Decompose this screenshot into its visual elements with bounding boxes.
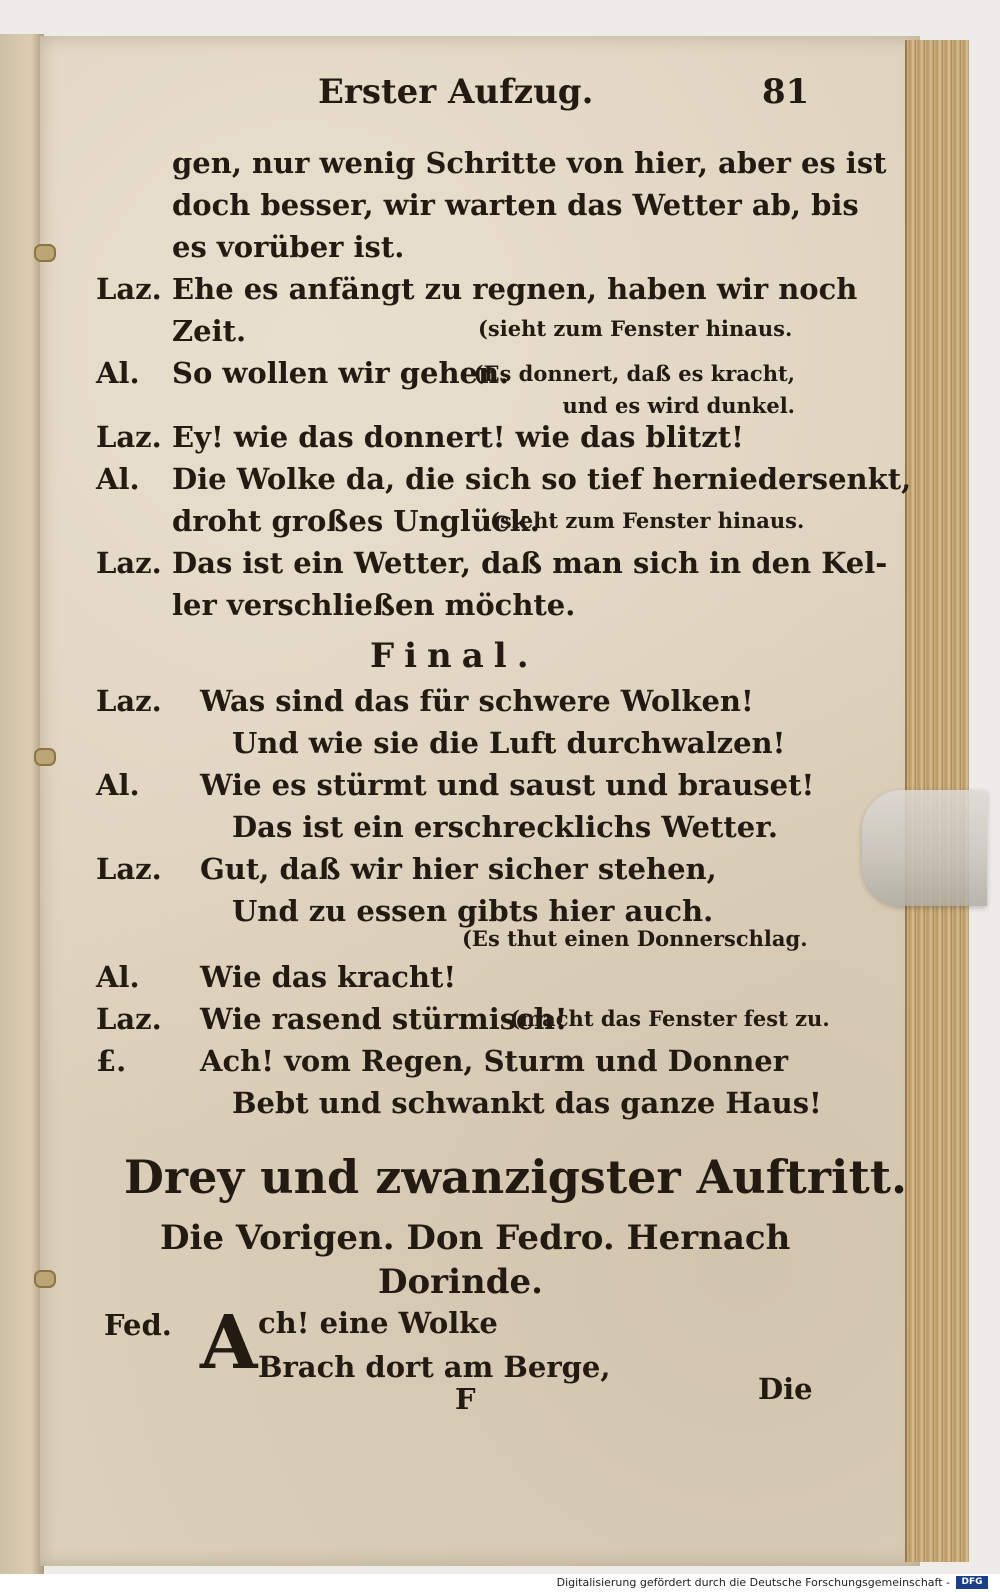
verse-line: Gut, daß wir hier sicher stehen, — [200, 852, 717, 886]
text-line: doch besser, wir warten das Wetter ab, bis — [172, 188, 859, 222]
text-line: So wollen wir gehen. — [172, 356, 510, 390]
speaker-label: Laz. — [96, 420, 162, 454]
speaker-label: Al. — [96, 356, 140, 390]
speaker-label: Fed. — [104, 1308, 172, 1342]
page-clip — [862, 790, 987, 906]
verse-line: Das ist ein erschrecklichs Wetter. — [232, 810, 778, 844]
text-line: droht großes Unglück. — [172, 504, 540, 538]
previous-page-edge — [0, 34, 44, 1574]
speaker-label: Al. — [96, 768, 140, 802]
verse-line: Wie es stürmt und saust und brauset! — [200, 768, 815, 802]
speaker-label: Laz. — [96, 272, 162, 306]
verse-line: Was sind das für schwere Wolken! — [200, 684, 754, 718]
footer-credit: Digitalisierung gefördert durch die Deutsche Forschungsgemeinschaft - — [556, 1576, 950, 1589]
text-line: Die Wolke da, die sich so tief herniedersenkt, — [172, 462, 912, 496]
stage-direction: (Es donnert, daß es kracht, und es wird dunkel. — [473, 361, 795, 418]
speaker-label: Laz. — [96, 684, 162, 718]
text-line: ler verschließen möchte. — [172, 588, 576, 622]
text-line: gen, nur wenig Schritte von hier, aber es ist — [172, 146, 887, 180]
dfg-logo: DFG — [956, 1576, 988, 1589]
binding-stitch — [34, 244, 56, 262]
speaker-label: £. — [96, 1044, 127, 1078]
verse-line: Wie rasend stürmisch! — [200, 1002, 568, 1036]
drop-cap: A — [200, 1300, 258, 1386]
text-line: Ey! wie das donnert! wie das blitzt! — [172, 420, 744, 454]
verse-line: Ach! vom Regen, Sturm und Donner — [200, 1044, 789, 1078]
cast-line: Dorinde. — [378, 1262, 543, 1302]
speaker-label: Laz. — [96, 852, 162, 886]
section-heading-final: Final. — [370, 636, 539, 676]
catchword: Die — [758, 1372, 813, 1406]
text-line: Zeit. — [172, 314, 247, 348]
stage-direction: (Es thut einen Donnerschlag. — [462, 926, 808, 951]
text-line: Ehe es anfängt zu regnen, haben wir noch — [172, 272, 858, 306]
verse-line: ch! eine Wolke — [258, 1306, 498, 1340]
cast-line: Die Vorigen. Don Fedro. Hernach — [160, 1218, 791, 1258]
verse-line: Und wie sie die Luft durchwalzen! — [232, 726, 786, 760]
verse-line: Wie das kracht! — [200, 960, 457, 994]
speaker-label: Al. — [96, 960, 140, 994]
running-title: Erster Aufzug. — [318, 72, 594, 112]
text-line: Das ist ein Wetter, daß man sich in den Kel- — [172, 546, 888, 580]
page-number: 81 — [762, 72, 810, 112]
verse-line: Brach dort am Berge, — [258, 1350, 611, 1384]
verse-line: Und zu essen gibts hier auch. — [232, 894, 714, 928]
signature-mark: F — [455, 1382, 476, 1416]
binding-stitch — [34, 748, 56, 766]
scene-title: Drey und zwanzigster Auftritt. — [124, 1150, 907, 1204]
binding-stitch — [34, 1270, 56, 1288]
speaker-label: Al. — [96, 462, 140, 496]
stage-direction: (sieht zum Fenster hinaus. — [490, 508, 805, 533]
stage-direction: (sieht zum Fenster hinaus. — [478, 316, 793, 341]
verse-line: Bebt und schwankt das ganze Haus! — [232, 1086, 822, 1120]
text-line: es vorüber ist. — [172, 230, 405, 264]
speaker-label: Laz. — [96, 546, 162, 580]
speaker-label: Laz. — [96, 1002, 162, 1036]
stage-direction: (macht das Fenster fest zu. — [510, 1006, 830, 1031]
